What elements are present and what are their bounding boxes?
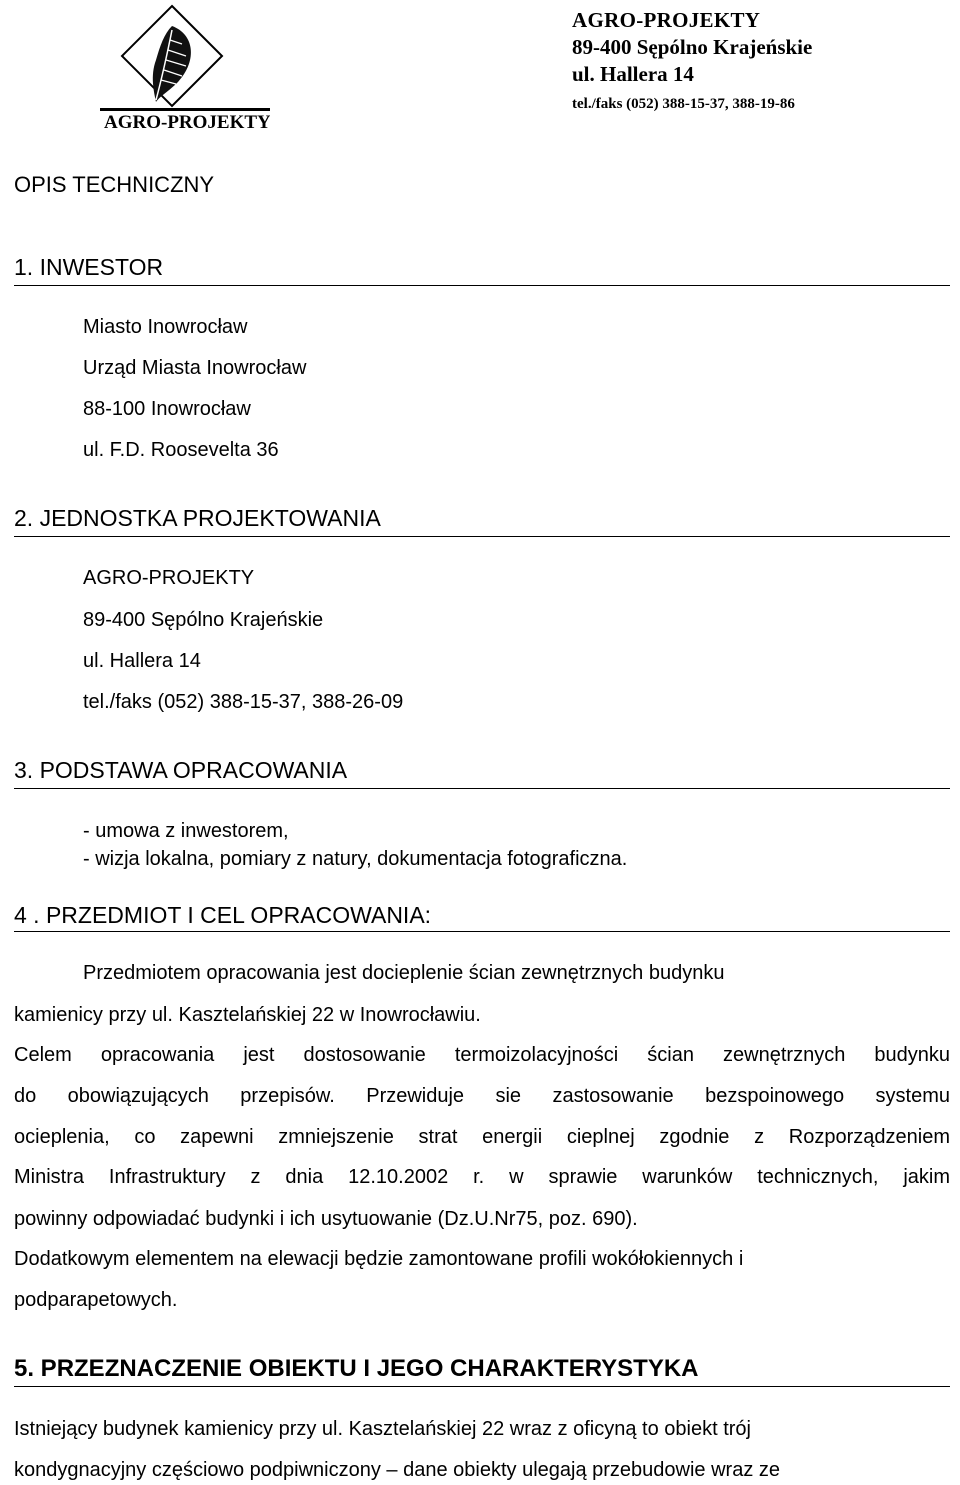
- leaf-logo-icon: [98, 4, 270, 130]
- characteristics-line: Istniejący budynek kamienicy przy ul. Kasztelańskiej 22 wraz z oficyną to obiekt trój: [14, 1418, 752, 1440]
- section-5-rule: [14, 1386, 950, 1387]
- section-2-rule: [14, 536, 950, 537]
- letterhead-company: AGRO-PROJEKTY: [572, 8, 761, 32]
- section-4-rule: [14, 931, 950, 932]
- letterhead-street: ul. Hallera 14: [572, 62, 694, 86]
- designer-line: ul. Hallera 14: [83, 650, 201, 672]
- section-1-heading: 1. INWESTOR: [14, 254, 164, 280]
- investor-line: Miasto Inowrocław: [83, 316, 248, 338]
- company-logo: [98, 4, 270, 130]
- purpose-paragraph-line: Ministra Infrastruktury z dnia 12.10.2002 r. w sprawie warunków technicznych, jakim: [14, 1166, 950, 1188]
- designer-line: AGRO-PROJEKTY: [83, 567, 255, 589]
- investor-line: Urząd Miasta Inowrocław: [83, 357, 307, 379]
- logo-wordmark: AGRO-PROJEKTY: [104, 112, 270, 130]
- characteristics-line: kondygnacyjny częściowo podpiwniczony – dane obiekty ulegają przebudowie wraz ze: [14, 1459, 781, 1481]
- section-3-heading: 3. PODSTAWA OPRACOWANIA: [14, 757, 348, 783]
- section-1-rule: [14, 285, 950, 286]
- investor-line: ul. F.D. Roosevelta 36: [83, 439, 279, 461]
- document-title: OPIS TECHNICZNY: [14, 172, 215, 197]
- letterhead-phone: tel./faks (052) 388-15-37, 388-19-86: [572, 96, 795, 112]
- section-2-heading: 2. JEDNOSTKA PROJEKTOWANIA: [14, 505, 381, 531]
- purpose-paragraph-line: do obowiązujących przepisów. Przewiduje sie zastosowanie bezspoinowego systemu: [14, 1085, 950, 1107]
- designer-line: 89-400 Sępólno Krajeńskie: [83, 609, 324, 631]
- designer-line: tel./faks (052) 388-15-37, 388-26-09: [83, 691, 404, 713]
- section-3-rule: [14, 788, 950, 789]
- investor-line: 88-100 Inowrocław: [83, 398, 251, 420]
- section-5-heading: 5. PRZEZNACZENIE OBIEKTU I JEGO CHARAKTERYSTYKA: [14, 1355, 699, 1382]
- letterhead-city: 89-400 Sępólno Krajeńskie: [572, 35, 813, 59]
- purpose-paragraph-line: Przedmiotem opracowania jest docieplenie ścian zewnętrznych budynku: [83, 962, 725, 984]
- basis-item: - wizja lokalna, pomiary z natury, dokumentacja fotograficzna.: [83, 848, 628, 870]
- purpose-paragraph-line: powinny odpowiadać budynki i ich usytuowanie (Dz.U.Nr75, poz. 690).: [14, 1208, 638, 1230]
- basis-item: - umowa z inwestorem,: [83, 820, 289, 842]
- section-4-heading: 4 . PRZEDMIOT I CEL OPRACOWANIA:: [14, 902, 432, 928]
- purpose-paragraph-line: podparapetowych.: [14, 1289, 178, 1311]
- purpose-paragraph-line: kamienicy przy ul. Kasztelańskiej 22 w Inowrocławiu.: [14, 1004, 481, 1026]
- purpose-paragraph-line: ocieplenia, co zapewni zmniejszenie strat energii cieplnej zgodnie z Rozporządzeniem: [14, 1126, 950, 1148]
- purpose-paragraph-line: Dodatkowym elementem na elewacji będzie zamontowane profili wokółokiennych i: [14, 1248, 744, 1270]
- purpose-paragraph-line: Celem opracowania jest dostosowanie termoizolacyjności ścian zewnętrznych budynku: [14, 1044, 950, 1066]
